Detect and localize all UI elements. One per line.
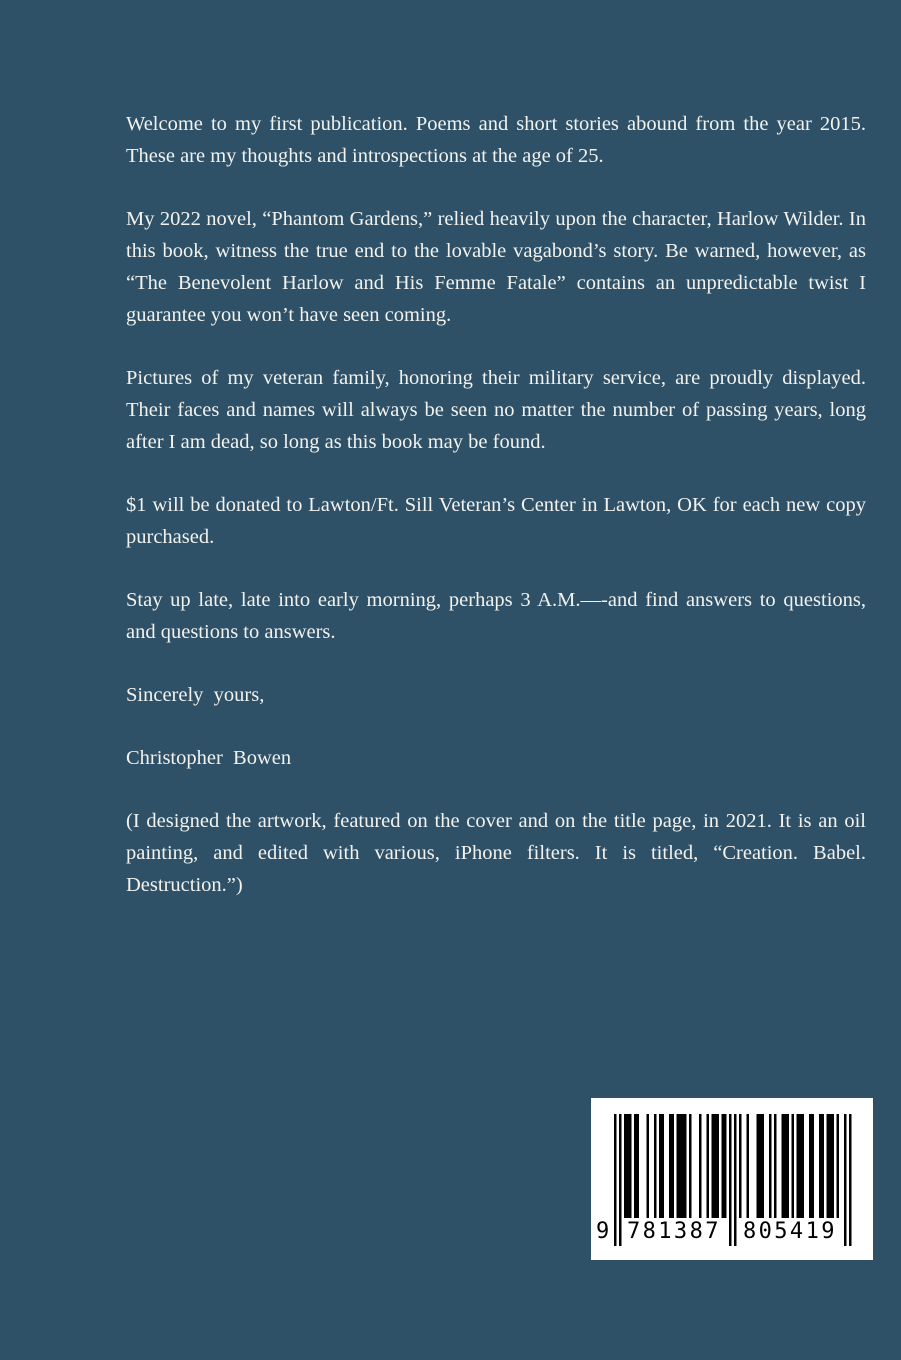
- author-name: Christopher Bowen: [126, 747, 292, 769]
- back-cover-text: [126, 108, 866, 932]
- barcode-bar: [677, 1114, 687, 1218]
- barcode-bar: [624, 1114, 632, 1218]
- barcode-bar: [659, 1114, 664, 1218]
- barcode-bar: [797, 1114, 805, 1218]
- barcode-bar: [769, 1114, 772, 1218]
- barcode-bar: [689, 1114, 692, 1218]
- barcode-bar: [792, 1114, 795, 1218]
- barcode-bar: [722, 1114, 727, 1218]
- barcode-guard-bar: [729, 1114, 732, 1246]
- stay-up-late-paragraph: Stay up late, late into early morning, perhaps 3 A.M.—-and find answers to questions, and questions to answers.: [126, 589, 866, 643]
- barcode-guard-bar: [734, 1114, 737, 1246]
- barcode-bar: [634, 1114, 639, 1218]
- barcode-bar: [809, 1114, 814, 1218]
- barcode-bar: [654, 1114, 657, 1218]
- artwork-note-paragraph: (I designed the artwork, featured on the cover and on the title page, in 2021. It is an oil painting, and edited with various, iPhone filters. It is titled, “Creation. Babel. Destruction.”): [126, 810, 866, 896]
- barcode-guard-bar: [614, 1114, 617, 1246]
- barcode-bar: [739, 1114, 742, 1218]
- donation-paragraph: $1 will be donated to Lawton/Ft. Sill Veteran’s Center in Lawton, OK for each new copy purchased.: [126, 494, 866, 548]
- isbn-barcode: [591, 1098, 873, 1260]
- barcode-bar: [669, 1114, 674, 1218]
- barcode-bar: [712, 1114, 720, 1218]
- novel-paragraph: My 2022 novel, “Phantom Gardens,” relied heavily upon the character, Harlow Wilder. In this book, witness the true end to the lovable vagabond’s story. Be warned, however, as “The Benevolent Harlow and His Femme Fatale” contains an unpredictable twist I guarantee you won’t have seen coming.: [126, 208, 866, 326]
- barcode-bar: [707, 1114, 710, 1218]
- barcode-bar: [699, 1114, 702, 1218]
- barcode-bar: [757, 1114, 765, 1218]
- intro-paragraph: Welcome to my first publication. Poems and short stories abound from the year 2015. These are my thoughts and introspections at the age of 25.: [126, 113, 866, 167]
- barcode-bar: [819, 1114, 824, 1218]
- barcode-bar: [837, 1114, 840, 1218]
- barcode-left-digits: 781387: [627, 1219, 721, 1244]
- barcode-guard-bar: [619, 1114, 622, 1246]
- barcode-right-digits: 805419: [743, 1219, 837, 1244]
- barcode-bar: [747, 1114, 750, 1218]
- veteran-family-paragraph: Pictures of my veteran family, honoring their military service, are proudly displayed. Their faces and names will always be seen no matter the number of passing years, long after I am dead, so long as this book may be found.: [126, 367, 866, 453]
- barcode-bar: [647, 1114, 650, 1218]
- barcode-guard-bar: [844, 1114, 847, 1246]
- barcode-bar: [827, 1114, 835, 1218]
- sign-off: Sincerely yours,: [126, 684, 265, 706]
- barcode-bar: [782, 1114, 790, 1218]
- barcode-guard-bar: [849, 1114, 852, 1246]
- barcode-prefix-digit: 9: [596, 1219, 612, 1244]
- barcode-bar: [774, 1114, 777, 1218]
